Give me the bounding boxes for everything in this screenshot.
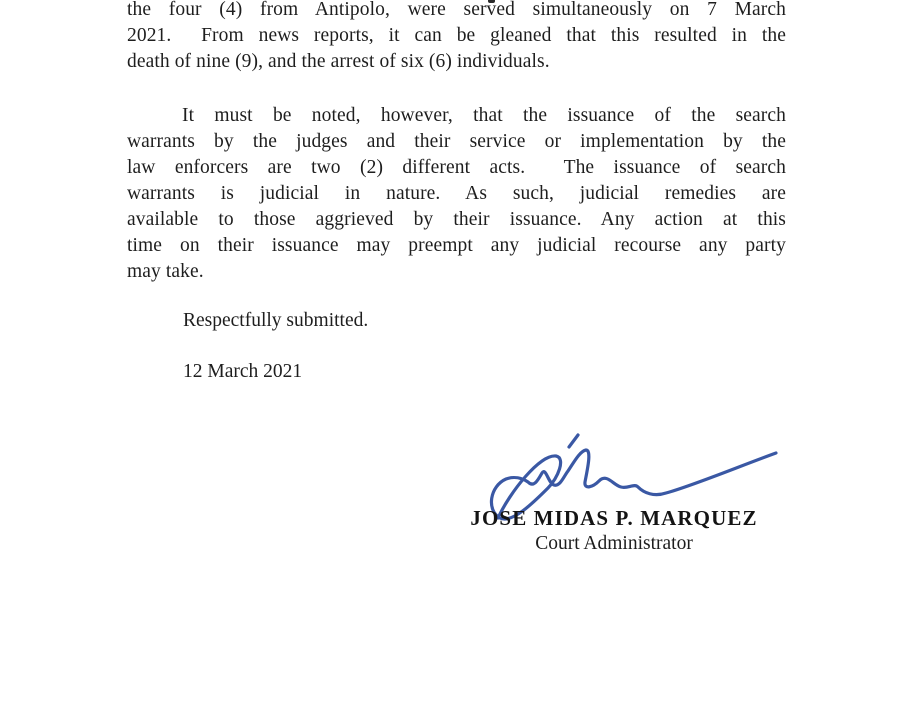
signature-stroke-accent	[569, 435, 578, 447]
signatory-title: Court Administrator	[535, 533, 693, 554]
date-line: 12 March 2021	[183, 361, 303, 382]
signatory-name: JOSE MIDAS P. MARQUEZ	[470, 506, 758, 530]
text-line: available to those aggrieved by their issuance. Any action at this	[127, 209, 786, 230]
text-line: It must be noted, however, that the issuance of the search	[182, 105, 786, 126]
text-line: the four (4) from Antipolo, were served simultaneously on 7 March	[127, 0, 786, 20]
text-line: time on their issuance may preempt any judicial recourse any party	[127, 235, 786, 256]
text-line: may take.	[127, 261, 204, 282]
paragraph-issuance-note	[127, 103, 786, 285]
text-line: warrants by the judges and their service or implementation by the	[127, 131, 786, 152]
text-line: death of nine (9), and the arrest of six (6) individuals.	[127, 51, 550, 72]
text-line: warrants is judicial in nature. As such, judicial remedies are	[127, 183, 786, 204]
text-line: 2021. From news reports, it can be gleaned that this resulted in the	[127, 25, 786, 46]
signature-block	[440, 505, 788, 556]
paragraph-continuation	[127, 0, 786, 75]
closing-line: Respectfully submitted.	[183, 310, 369, 331]
text-line: law enforcers are two (2) different acts. The issuance of search	[127, 157, 786, 178]
